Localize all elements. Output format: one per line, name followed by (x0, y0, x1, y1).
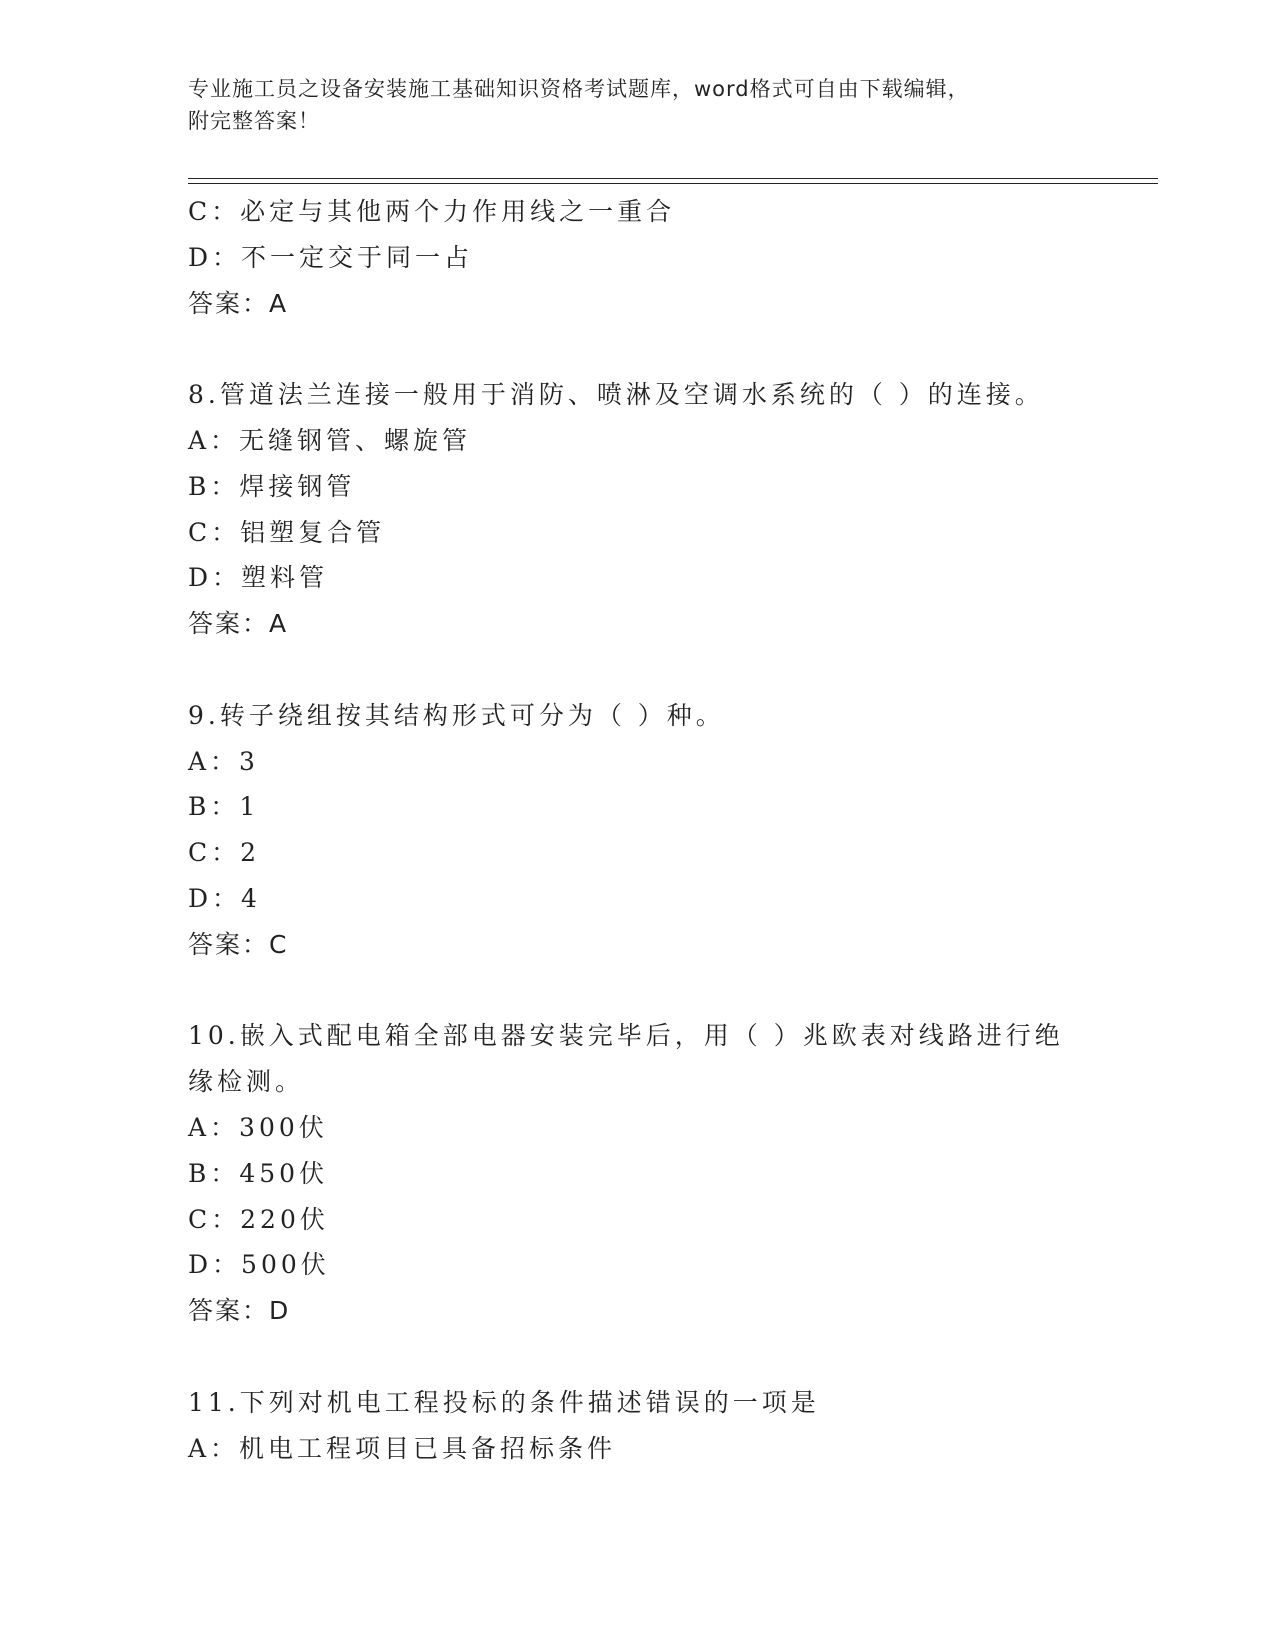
q8-option-d: D：塑料管 (188, 563, 329, 593)
q10-option-d: D：500伏 (188, 1250, 330, 1280)
q8-option-b: B：焊接钢管 (188, 471, 356, 501)
q10-stem-line-1: 10.嵌入式配电箱全部电器安装完毕后，用（ ）兆欧表对线路进行绝 (188, 1021, 1064, 1051)
q7-answer: 答案：A (188, 288, 289, 318)
header-divider-top (188, 178, 1158, 179)
spacer (188, 1334, 1088, 1380)
question-list (188, 189, 1088, 1471)
q9-option-a: A：3 (188, 746, 259, 776)
spacer (188, 326, 1088, 372)
question-8 (188, 372, 1088, 647)
q10-option-a: A：300伏 (188, 1112, 328, 1142)
question-7 (188, 189, 1088, 326)
q11-stem: 11.下列对机电工程投标的条件描述错误的一项是 (188, 1387, 820, 1417)
document-header (188, 73, 1068, 137)
spacer (188, 647, 1088, 693)
q8-option-a: A：无缝钢管、螺旋管 (188, 425, 472, 455)
header-line-2: 附完整答案！ (188, 109, 320, 133)
q10-option-c: C：220伏 (188, 1204, 329, 1234)
question-11 (188, 1380, 1088, 1472)
q8-answer: 答案：A (188, 609, 289, 639)
q10-answer: 答案：D (188, 1296, 291, 1326)
question-9 (188, 693, 1088, 968)
q8-option-c: C：铝塑复合管 (188, 517, 386, 547)
q9-option-b: B：1 (188, 792, 260, 822)
q10-option-b: B：450伏 (188, 1158, 329, 1188)
spacer (188, 968, 1088, 1014)
q9-stem: 9.转子绕组按其结构形式可分为（ ）种。 (188, 700, 725, 730)
question-10 (188, 1013, 1088, 1334)
q7-option-c: C：必定与其他两个力作用线之一重合 (188, 197, 676, 226)
q9-option-d: D：4 (188, 883, 261, 913)
q10-stem-line-2: 缘检测。 (188, 1067, 305, 1097)
q7-option-d: D：不一定交于同一占 (188, 242, 474, 272)
q9-option-c: C：2 (188, 838, 261, 868)
header-line-1: 专业施工员之设备安装施工基础知识资格考试题库，word格式可自由下载编辑， (188, 77, 970, 101)
q8-stem: 8.管道法兰连接一般用于消防、喷淋及空调水系统的（ ）的连接。 (188, 380, 1044, 410)
q9-answer: 答案：C (188, 929, 289, 959)
q11-option-a: A：机电工程项目已具备招标条件 (188, 1433, 617, 1463)
header-divider-bottom (188, 183, 1158, 184)
